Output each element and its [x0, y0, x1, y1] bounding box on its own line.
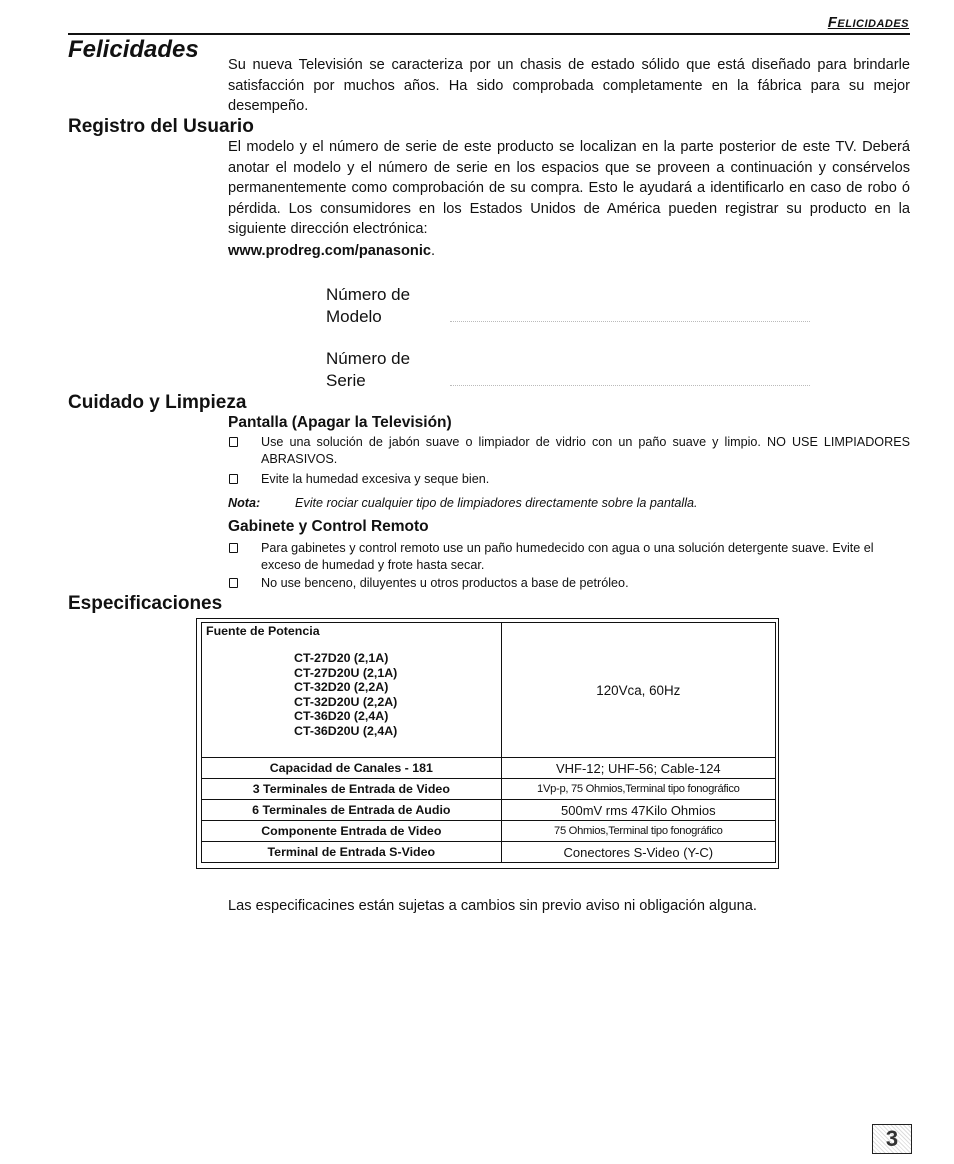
spec-model-list — [202, 639, 501, 738]
pantalla-item: Evite la humedad excesiva y seque bien. — [261, 472, 490, 486]
spec-row — [202, 842, 776, 863]
serial-number-blank[interactable] — [450, 384, 810, 386]
spec-row-power — [202, 623, 776, 758]
spec-model: CT-32D20 (2,2A) — [294, 680, 389, 694]
checkbox-icon — [229, 543, 238, 553]
checkbox-icon — [229, 578, 238, 588]
checkbox-icon — [229, 437, 238, 447]
model-label — [326, 284, 410, 328]
spec-value: VHF-12; UHF-56; Cable-124 — [501, 758, 775, 779]
spec-footnote: Las especificacines están sujetas a cambios sin previo aviso ni obligación alguna. — [228, 898, 757, 914]
nota-text: Evite rociar cualquier tipo de limpiadores directamente sobre la pantalla. — [295, 496, 698, 510]
spec-model: CT-36D20 (2,4A) — [294, 709, 389, 723]
especificaciones-heading: Especificaciones — [68, 593, 223, 614]
spec-table — [201, 622, 776, 863]
spec-label: 6 Terminales de Entrada de Audio — [202, 800, 502, 821]
nota-label: Nota: — [228, 496, 261, 510]
spec-value: 1Vp-p, 75 Ohmios,Terminal tipo fonográfico — [501, 779, 775, 800]
spec-model: CT-36D20U (2,4A) — [294, 723, 398, 738]
spec-row — [202, 779, 776, 800]
spec-label: Terminal de Entrada S-Video — [202, 842, 502, 863]
spec-value: 500mV rms 47Kilo Ohmios — [501, 800, 775, 821]
spec-value: Conectores S-Video (Y-C) — [501, 842, 775, 863]
model-number-blank[interactable] — [450, 320, 810, 322]
running-header: Felicidades — [827, 14, 909, 31]
spec-label: Capacidad de Canales - 181 — [202, 758, 502, 779]
spec-label: 3 Terminales de Entrada de Video — [202, 779, 502, 800]
spec-power-cell — [202, 623, 502, 758]
header-rule — [68, 33, 910, 35]
spec-row — [202, 758, 776, 779]
spec-model: CT-27D20 (2,1A) — [294, 651, 389, 665]
cuidado-heading: Cuidado y Limpieza — [68, 392, 247, 413]
serial-label-line-2: Serie — [326, 371, 366, 390]
checkbox-icon — [229, 474, 238, 484]
spec-row — [202, 821, 776, 842]
registro-url-suffix: . — [431, 243, 436, 259]
spec-power-label: Fuente de Potencia — [206, 624, 320, 638]
model-label-line-1: Número de — [326, 285, 411, 304]
serial-label — [326, 348, 410, 392]
spec-value: 75 Ohmios,Terminal tipo fonográfico — [501, 821, 775, 842]
pantalla-item: Use una solución de jabón suave o limpiador de vidrio con un paño suave y limpio. NO USE LIMPIADORES ABRASIVOS. — [261, 435, 910, 466]
intro-paragraph: Su nueva Televisión se caracteriza por un chasis de estado sólido que está diseñado para brindarle satisfacción por muchos años. Ha sido comprobada completamente en la fábrica para su mejor desempeño. — [228, 57, 910, 114]
page-number: 3 — [872, 1124, 912, 1154]
serial-label-line-1: Número de — [326, 349, 411, 368]
pantalla-heading: Pantalla (Apagar la Televisión) — [228, 414, 452, 431]
registro-paragraph: El modelo y el número de serie de este producto se localizan en la parte posterior de este TV. Deberá anotar el modelo y el número de serie en los espacios que se proveen a continuación y consérvelos permanentemente como comprobación de su compra. Esto le ayudará a identificarlo en caso de robo ó pérdida. Los consumidores en los Estados Unidos de América pueden registrar su producto en la siguiente dirección electrónica: — [228, 139, 910, 237]
spec-label: Componente Entrada de Video — [202, 821, 502, 842]
spec-row — [202, 800, 776, 821]
registro-url[interactable]: www.prodreg.com/panasonic — [228, 243, 431, 259]
spec-model: CT-32D20U (2,2A) — [294, 694, 398, 709]
gabinete-item: Para gabinetes y control remoto use un paño humedecido con agua o una solución detergente suave. Evite el exceso de humedad y frote hasta secar. — [261, 541, 874, 572]
spec-power-value: 120Vca, 60Hz — [501, 623, 775, 758]
registro-url-line — [228, 243, 435, 259]
gabinete-item: No use benceno, diluyentes u otros productos a base de petróleo. — [261, 576, 629, 590]
registro-heading: Registro del Usuario — [68, 116, 254, 137]
page-title: Felicidades — [68, 36, 199, 63]
spec-model: CT-27D20U (2,1A) — [294, 665, 398, 680]
model-label-line-2: Modelo — [326, 307, 382, 326]
gabinete-heading: Gabinete y Control Remoto — [228, 518, 429, 535]
